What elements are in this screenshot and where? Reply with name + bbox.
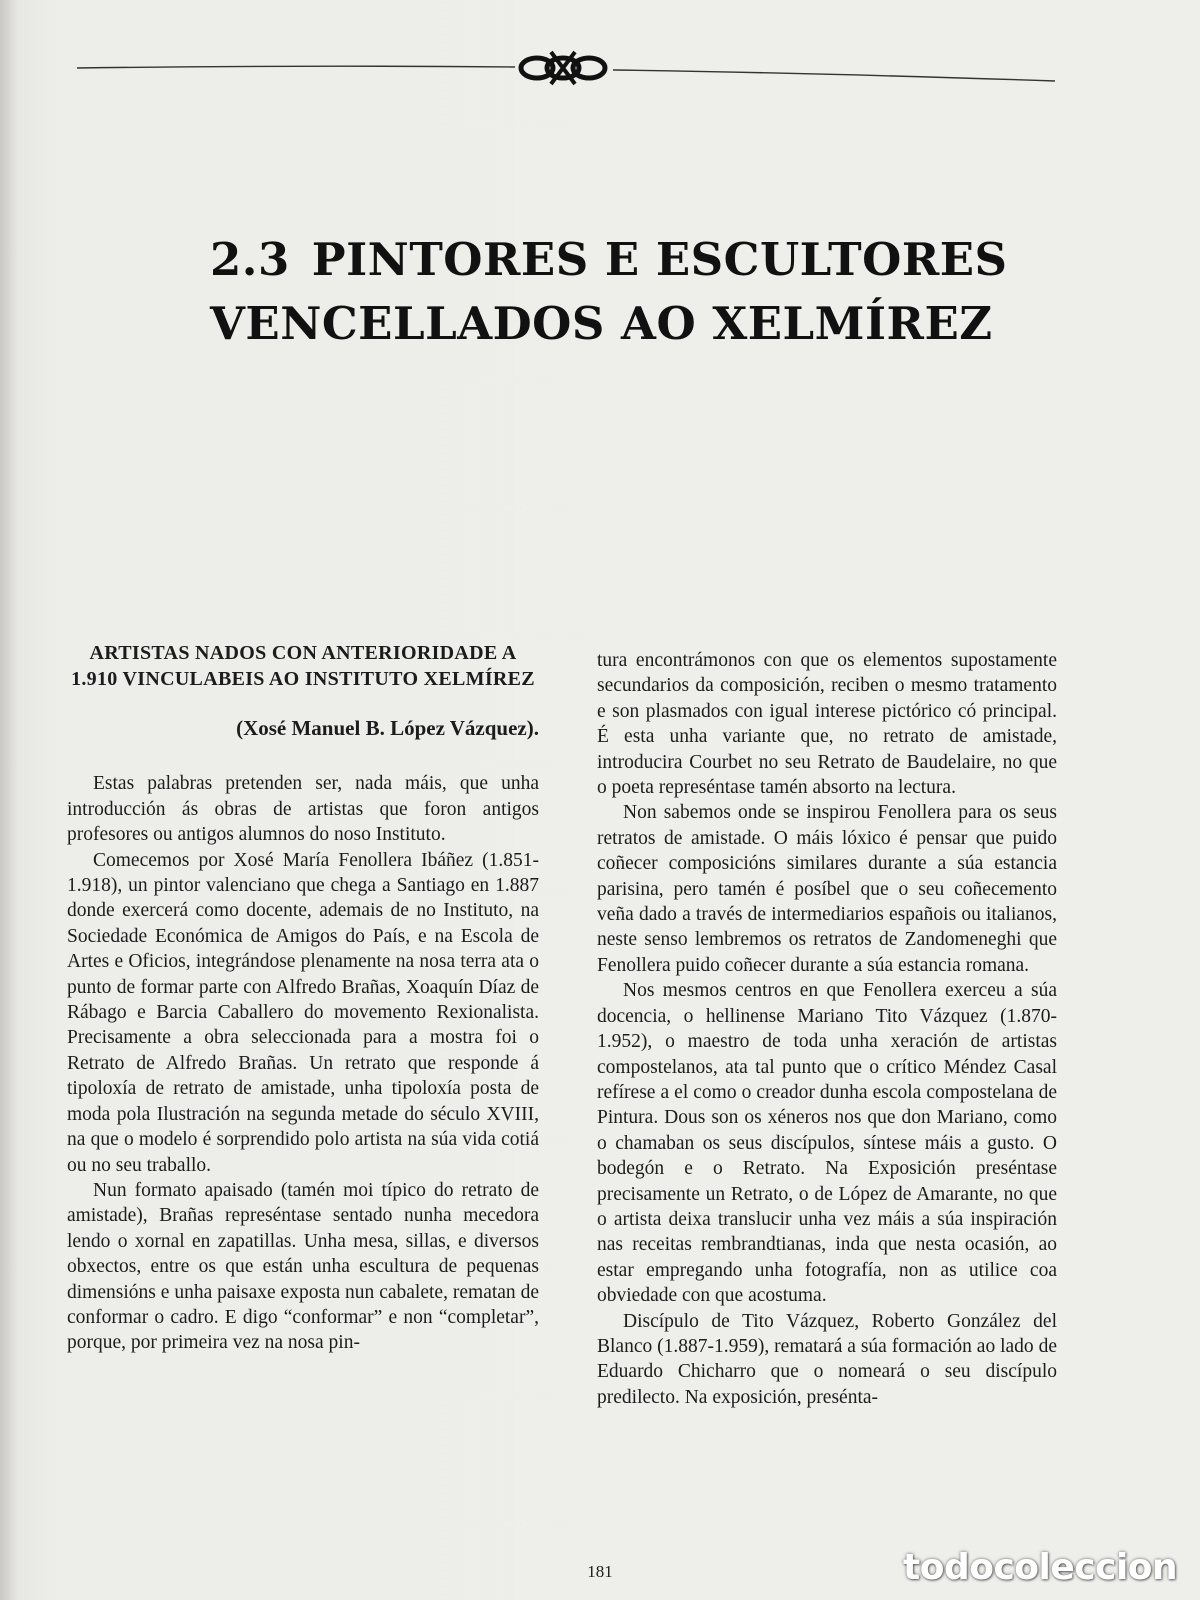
paragraph: Nun formato apaisado (tamén moi típico do retrato de amistade), Brañas represéntase sentado nunha mecedora lendo o xornal en zapatillas. Unha mesa, sillas, e diversos obxectos, entre os que están unha escultura de pequenas dimensións e unha paisaxe exposta nun cabalete, rematan de conformar o cadro. E digo “conformar” e non “completar”, porque, por primeira vez na nosa pin- [67,1179,539,1354]
header-ornament [0,40,1200,100]
paragraph: Comecemos por Xosé María Fenollera Ibáñez (1.851-1.918), un pintor valenciano que chega a Santiago en 1.887 donde exercerá como docente, ademais de no Instituto, na Sociedade Económica de Amigos do País, e na Escola de Artes e Oficios, integrándose plenamente na nosa terra ata o punto de formar parte con Alfredo Brañas, Xoaquín Díaz de Rábago e Barcia Caballero do movemento Rexionalista. Precisamente a obra seleccionada para a mostra foi o Retrato de Alfredo Brañas. Un retrato que responde á tipoloxía de retrato de amistade, unha tipoloxía posta de moda pola Ilustración na segunda metade do século XVIII, na que o modelo é sorprendido polo artista na súa vida cotiá ou no seu traballo. [67,849,539,1176]
title-line-2: VENCELLADOS AO XELMÍREZ [210,297,993,350]
chapter-number: 2.3 [210,233,290,286]
paragraph: Estas palabras pretenden ser, nada máis, que unha introducción ás obras de artistas que foron antigos profesores ou antigos alumnos do noso Instituto. [67,773,539,846]
paragraph-continuation: tura encontrámonos con que os elementos supostamente secundarios da composición, reciben o mesmo tratamento e son plasmados con igual interese pictórico có principal. É esta unha variante que, no retrato de amistade, introducira Courbet no seu Retrato de Baudelaire, no que o poeta represéntase tamén absorto na lectura. [597,650,1057,799]
paragraph: Non sabemos onde se inspirou Fenollera para os seus retratos de amistade. O máis lóxico é pensar que puido coñecer composicións similares durante a súa estancia parisina, pero tamén é posíbel que o seu coñecemento veña dado a través de intermediarios españois ou italianos, neste senso lembremos os retratos de Zandomeneghi que Fenollera puido coñecer durante a súa estancia romana. [597,802,1057,976]
title-text-1: PINTORES E ESCULTORES [311,233,1008,286]
knot-icon [521,52,605,84]
paragraph: Discípulo de Tito Vázquez, Roberto González del Blanco (1.887-1.959), rematará a súa formación ao lado de Eduardo Chicharro que o nomeará o seu discípulo predilecto. Na exposición, presénta- [597,1310,1057,1408]
author-credit: (Xosé Manuel B. López Vázquez). [236,716,539,740]
page-number: 181 [587,1562,613,1581]
title-line-1 [210,228,1010,292]
paragraph: Nos mesmos centros en que Fenollera exerceu a súa docencia, o hellinense Mariano Tito Vázquez (1.870-1.952), o maestro de toda unha xeración de artistas compostelanos, ata tal punto que o crítico Méndez Casal refírese a el como o creador dunha escola compostelana de Pintura. Dous son os xéneros nos que don Mariano, como o chamaban os seus discípulos, síntese máis a gusto. O bodegón e o Retrato. Na Exposición preséntase precisamente un Retrato, o de López de Amarante, no que o artista deixa translucir unha vez máis a súa inspiración nas receitas rembrandtianas, inda que nesta ocasión, ao estar empregando unha fotografía, non as utilice coa obviedade con que acostuma. [597,980,1057,1307]
left-column [67,640,539,1356]
section-heading: ARTISTAS NADOS CON ANTERIORIDADE A 1.910 VINCULABEIS AO INSTITUTO XELMÍREZ [71,642,535,690]
right-column [597,648,1057,1410]
chapter-title [210,228,1010,356]
watermark-logo: todocoleccion [903,1547,1178,1588]
